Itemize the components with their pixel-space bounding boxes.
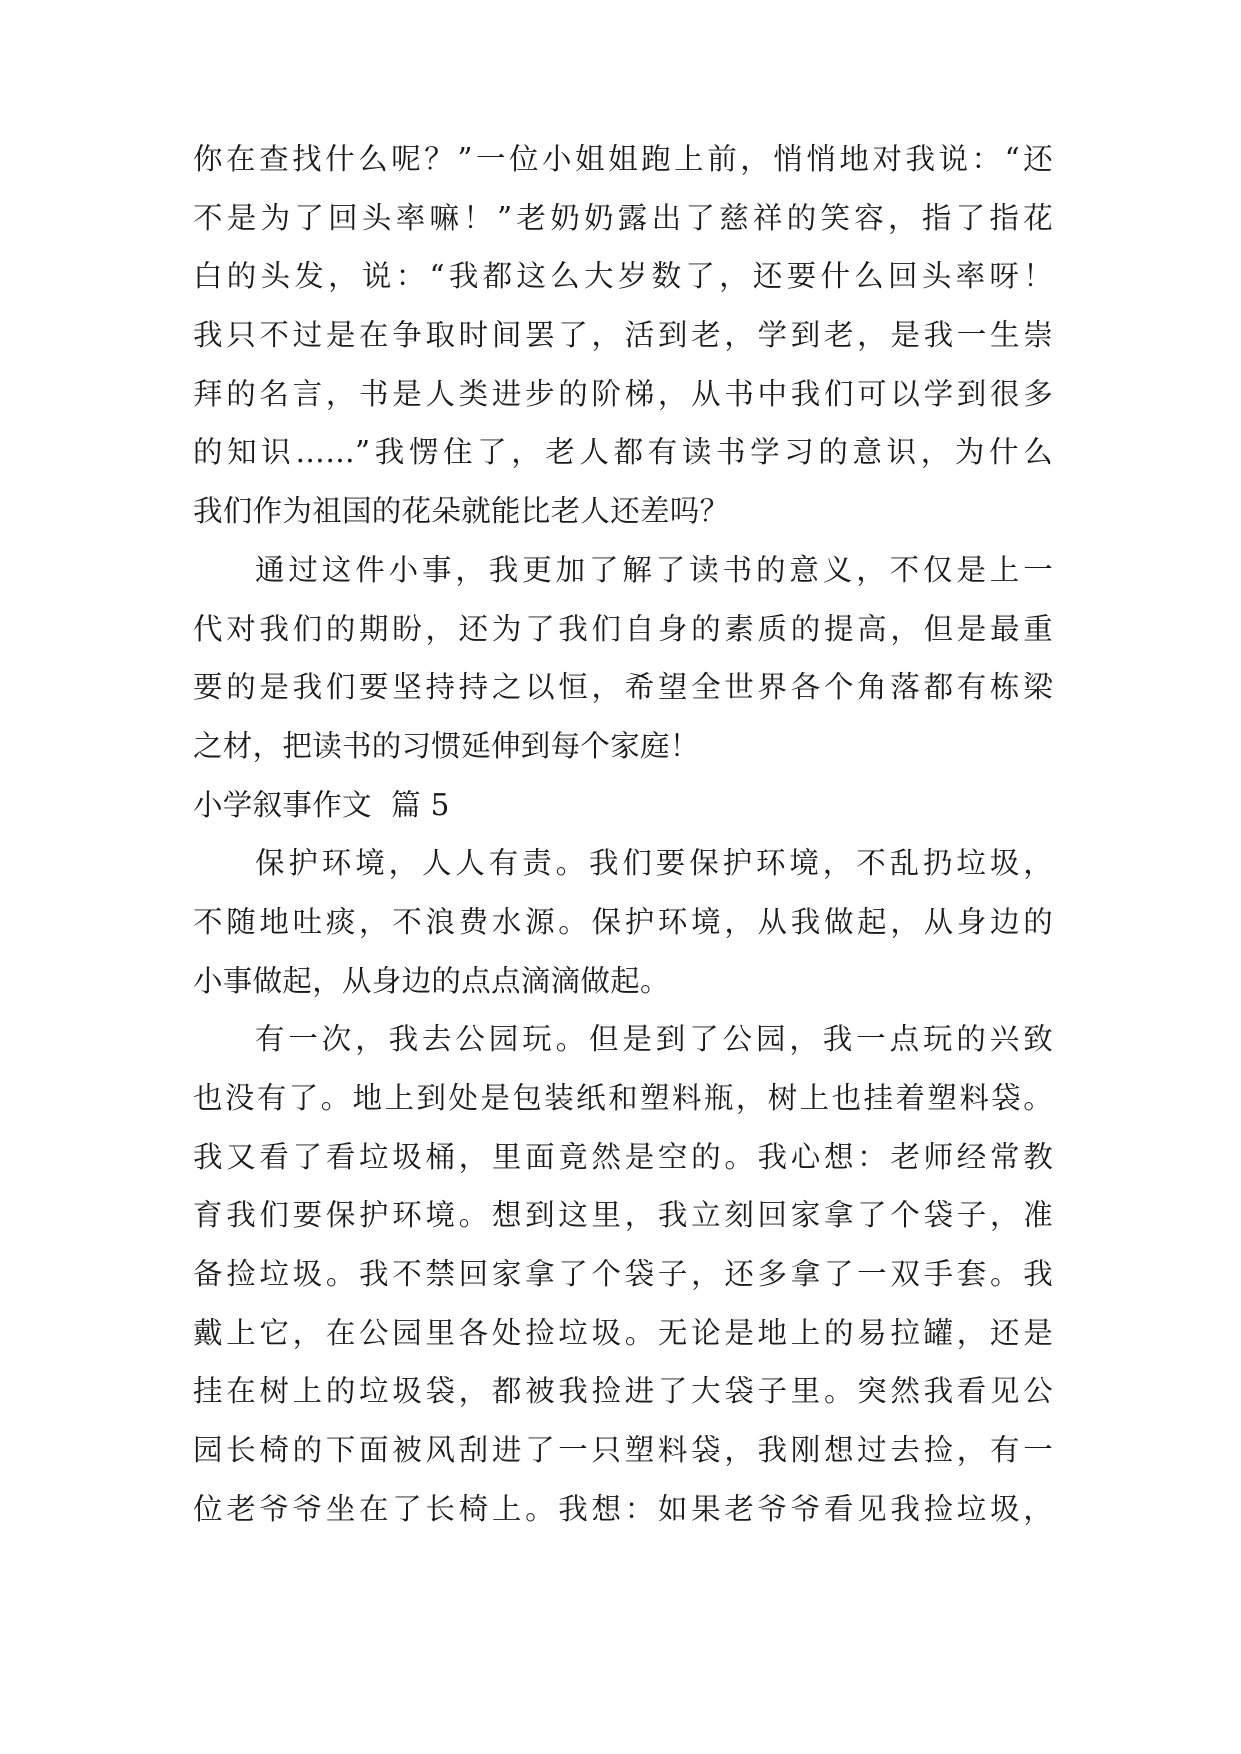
- document-body: [193, 130, 1053, 1539]
- text-line: 拜的名言，书是人类进步的阶梯，从书中我们可以学到很多: [193, 376, 1053, 411]
- text-line: 我只不过是在争取时间罢了，活到老，学到老，是我一生崇: [193, 318, 1053, 353]
- text-line: 挂在树上的垃圾袋，都被我捡进了大袋子里。突然我看见公: [193, 1374, 1053, 1409]
- section-heading: 小学叙事作文 篇 5: [193, 787, 450, 822]
- text-line: 戴上它，在公园里各处捡垃圾。无论是地上的易拉罐，还是: [193, 1315, 1053, 1350]
- text-line: 我们作为祖国的花朵就能比老人还差吗？: [193, 494, 730, 529]
- text-line: 白的头发，说：“我都这么大岁数了，还要什么回头率呀！: [193, 259, 1053, 294]
- text-line: 我又看了看垃圾桶，里面竟然是空的。我心想：老师经常教: [193, 1139, 1053, 1174]
- text-line: 的知识……”我愣住了，老人都有读书学习的意识，为什么: [193, 435, 1053, 470]
- text-line: 之材，把读书的习惯延伸到每个家庭！: [193, 728, 700, 763]
- text-line: 备捡垃圾。我不禁回家拿了个袋子，还多拿了一双手套。我: [193, 1257, 1053, 1292]
- paragraph-start-line: 有一次，我去公园玩。但是到了公园，我一点玩的兴致: [255, 1022, 1053, 1057]
- paragraph-start-line: 通过这件小事，我更加了解了读书的意义，不仅是上一: [255, 552, 1053, 587]
- text-line: 代对我们的期盼，还为了我们自身的素质的提高，但是最重: [193, 611, 1053, 646]
- text-line: 小事做起，从身边的点点滴滴做起。: [193, 963, 670, 998]
- text-line: 不随地吐痰，不浪费水源。保护环境，从我做起，从身边的: [193, 904, 1053, 939]
- text-line: 你在查找什么呢？”一位小姐姐跑上前，悄悄地对我说：“还: [193, 142, 1053, 176]
- text-line: 位老爷爷坐在了长椅上。我想：如果老爷爷看见我捡垃圾，: [193, 1491, 1053, 1526]
- text-line: 也没有了。地上到处是包装纸和塑料瓶，树上也挂着塑料袋。: [193, 1081, 1053, 1115]
- text-line: 育我们要保护环境。想到这里，我立刻回家拿了个袋子，准: [193, 1198, 1053, 1233]
- text-line: 不是为了回头率嘛！”老奶奶露出了慈祥的笑容，指了指花: [193, 200, 1053, 235]
- text-line: 园长椅的下面被风刮进了一只塑料袋，我刚想过去捡，有一: [193, 1433, 1053, 1468]
- paragraph-start-line: 保护环境，人人有责。我们要保护环境，不乱扔垃圾，: [255, 846, 1053, 881]
- text-line: 要的是我们要坚持持之以恒，希望全世界各个角落都有栋梁: [193, 670, 1053, 705]
